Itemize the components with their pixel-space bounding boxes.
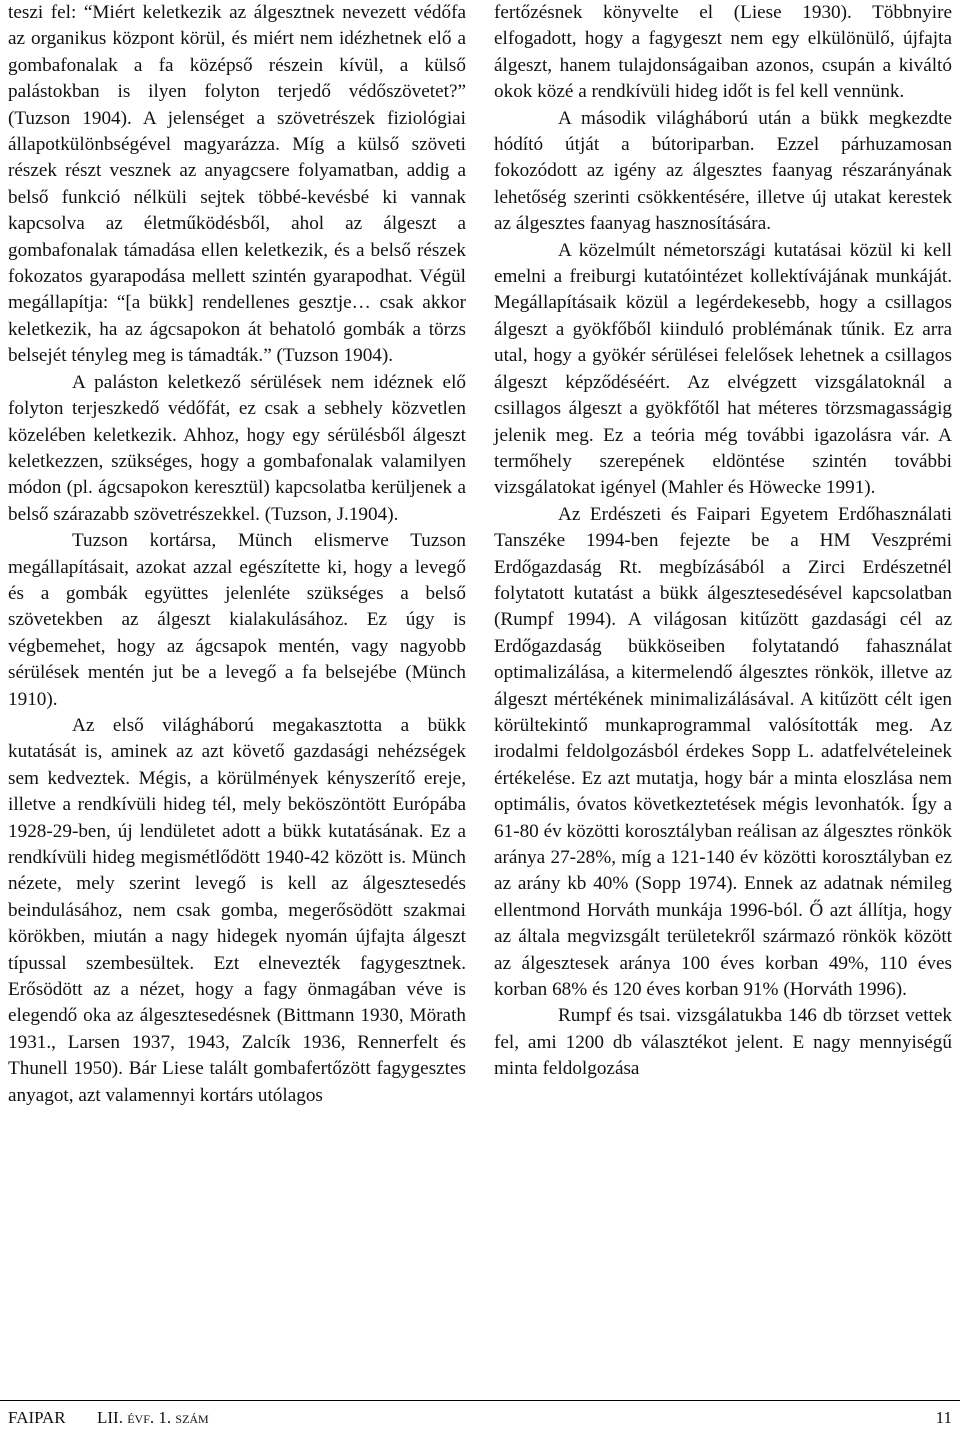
paragraph: Tuzson kortársa, Münch elismerve Tuzson megállapításait, azokat azzal egészítette ki, hogy a levegő és a gombák együttes jelenléte szükséges a belső szövetekben az álgeszt kialakulásához. Ez úgy is végbemehet, hogy az ágcsapok mentén, vagy nagyobb sérülések mentén jut be a levegő a fa belsejébe (Münch 1910).: [8, 530, 466, 710]
issue-info: [97, 1404, 209, 1432]
page-number: 11: [935, 1408, 952, 1427]
paragraph: Az első világháború megakasztotta a bükk kutatását is, aminek az azt követő gazdasági nehézségek sem kedveztek. Mégis, a körülmények kényszerítő ereje, illetve a rendkívüli hideg tél, mely beköszöntött Európába 1928-29-ben, új lendületet adott a bükk kutatásának. Ez a rendkívüli hideg megismétlődött 1940-42 között is. Münch nézete, mely szerint levegő is kell az álgesztesedés beindulásához, nem csak gomba, megerősödött szakmai körökben, miután a nagy hidegek nyomán újfajta álgeszt típussal szembesültek. Ezt elnevezték fagygesztnek. Erősödött az a nézet, hogy a fagy önmagában véve is elegendő oka az álgesztesedésnek (Bittmann 1930, Mörath 1931., Larsen 1937, 1943, Zalcík 1936, Rennerfelt és Thunell 1950). Bár Liese talált gombafertőzött fagygesztes anyagot, azt valamennyi kortárs utólagos: [8, 714, 466, 1106]
footer-divider: [0, 1400, 960, 1401]
right-column: [494, 0, 952, 1083]
paragraph: teszi fel: “Miért keletkezik az álgesztnek nevezett védőfa az organikus központ körül, és miért nem idézhetnek elő a gombafonalak a fa középső részein kívül, a külső palástokban is ilyen folyton terjedő védőszövetet?” (Tuzson 1904). A jelenséget a szövetrészek fiziológiai állapotkülönbségével magyarázza. Míg a külső szöveti részek részt vesznek az anyagcsere folyamatban, addig a belső funkció nélküli sejtek többé-kevésbé ki vannak kapcsolva az életműködésből, ahol az álgeszt a gombafonalak támadása ellen keletkezik, és a belső részek fokozatos gyarapodása mellett szintén gyarapodhat. Végül megállapítja: “[a bükk] rendellenes gesztje… csak akkor keletkezik, ha az ágcsapokon át behatoló gombák a törzs belsejét tényleg meg is támadták.” (Tuzson 1904).: [8, 2, 466, 367]
left-column: [8, 0, 466, 1109]
paragraph: Rumpf és tsai. vizsgálatukba 146 db törzset vettek fel, ami 1200 db választékot jelent. E nagy mennyiségű minta feldolgozása: [494, 1005, 952, 1080]
volume-number: LII.: [97, 1408, 123, 1427]
issue-label: évf. 1. szám: [127, 1408, 209, 1427]
journal-name: FAIPAR: [8, 1408, 66, 1427]
paragraph: A paláston keletkező sérülések nem idéznek elő folyton terjeszkedő védőfát, ez csak a sebhely közvetlen közelében keletkezik. Ahhoz, hogy egy sérülésből álgeszt keletkezzen, szükséges, hogy a gombafonalak valamilyen módon (pl. ágcsapokon keresztül) kapcsolatba kerüljenek a belső szárazabb szövetrészekkel. (Tuzson, J.1904).: [8, 371, 466, 525]
paragraph: fertőzésnek könyvelte el (Liese 1930). Többnyire elfogadott, hogy a fagygeszt nem egy elkülönülő, újfajta álgeszt, hanem tulajdonságaiban azonos, csupán a kiváltó okok közé a rendkívüli hideg időt is fel kell vennünk.: [494, 2, 952, 103]
paragraph: A közelmúlt németországi kutatásai közül ki kell emelni a freiburgi kutatóintézet kollektívájának munkáját. Megállapításaik közül a legérdekesebb, hogy a csillagos álgeszt a gyökfőből kiinduló problémának tűnik. Ez arra utal, hogy a gyökér sérülései felelősek lehetnek a csillagos álgeszt képződéséért. Az elvégzett vizsgálatoknál a csillagos álgeszt a gyökfőtől hat méteres törzsmagasságig jelenik meg. Ez a teória még további igazolásra vár. A termőhely szerepének eldöntése szintén további vizsgálatokat igényel (Mahler és Höwecke 1991).: [494, 239, 952, 499]
paragraph: A második világháború után a bükk megkezdte hódító útját a bútoriparban. Ezzel párhuzamosan fokozódott az igény az álgesztes faanyag részarányának lehetőség szerinti csökkentésére, illetve új utakat kerestek az álgesztes faanyag hasznosítására.: [494, 107, 952, 235]
page-footer: [0, 1404, 952, 1432]
paragraph: Az Erdészeti és Faipari Egyetem Erdőhasználati Tanszéke 1994-ben fejezte be a HM Veszprémi Erdőgazdaság Rt. megbízásából a Zirci Erdészetnél folytatott kutatást a bükk álgesztesedésével kapcsolatban (Rumpf 1994). A világosan kitűzött gazdasági cél az Erdőgazdaság bükköseiben folytatandó fahasználat optimalizálása, a kitermelendő álgesztes rönkök, illetve az álgeszt mértékének minimalizálásával. A kitűzött célt igen körültekintő munkaprogrammal valósították meg. Az irodalmi feldolgozásból érdekes Sopp L. adatfelvételeinek értékelése. Ez azt mutatja, hogy bár a minta eloszlása nem optimális, óvatos következtetések mégis levonhatók. Így a 61-80 év közötti korosztályban reálisan az álgesztes rönkök aránya 27-28%, míg a 121-140 év közötti korosztályban ez az arány kb 40% (Sopp 1974). Ennek az adatnak némileg ellentmond Horváth munkája 1996-ból. Ő azt állítja, hogy az általa megvizsgált területekről származó rönkök között az álgesztesek aránya 100 éves korban 49%, 110 éves korban 68% és 120 éves korban 91% (Horváth 1996).: [494, 503, 952, 1001]
